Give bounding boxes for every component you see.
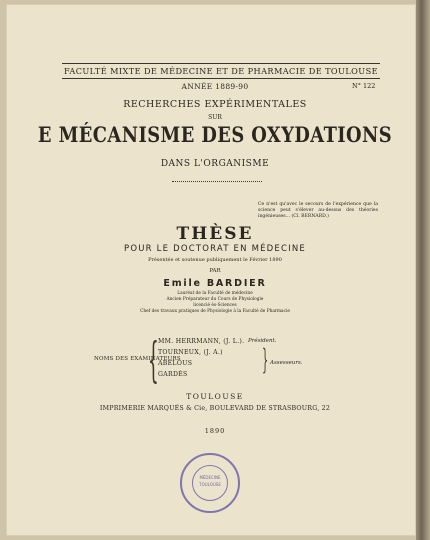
jury-brace: { bbox=[148, 332, 159, 388]
credential-line: Ancien Préparateur du Cours de Physiologie bbox=[166, 297, 264, 302]
jury-role: Assesseurs. bbox=[270, 360, 303, 366]
title-line-1: RECHERCHES EXPÉRIMENTALES bbox=[123, 99, 307, 110]
printer-line: IMPRIMERIE MARQUÉS & Cie, BOULEVARD DE STRASBOURG, 22 bbox=[99, 405, 331, 412]
credential-line: licencié ès-Sciences bbox=[193, 303, 237, 308]
publication-year: 1890 bbox=[204, 427, 226, 435]
these-heading: THÈSE bbox=[176, 224, 254, 244]
faculty-header: FACULTÉ MIXTE DE MÉDECINE ET DE PHARMACIE DE TOULOUSE bbox=[64, 66, 378, 76]
jury-member: ABELOUS bbox=[158, 360, 193, 367]
academic-year: ANNÉE 1889-90 bbox=[181, 82, 249, 91]
thesis-number: N° 122 bbox=[352, 82, 376, 90]
par-line: PAR bbox=[209, 268, 221, 274]
epigraph: Ce n'est qu'avec le secours de l'expérience que la science peut s'élever au-dessus des théories ingénieuses... (Cl. BERNARD.) bbox=[258, 202, 378, 219]
assessor-brace: } bbox=[262, 343, 269, 376]
header-rule-bottom bbox=[62, 78, 380, 79]
jury-member: TOURNEUX, (J. A.) bbox=[158, 349, 223, 356]
header-rule-top bbox=[62, 63, 380, 64]
ornament-divider bbox=[172, 181, 262, 184]
presentation-line: Présentée et soutenue publiquement le Février 1890 bbox=[148, 257, 282, 263]
jury-role: Président. bbox=[248, 338, 277, 344]
author-name: Emile BARDIER bbox=[163, 278, 267, 289]
credential-line: Lauréat de la Faculté de médecine bbox=[177, 291, 253, 296]
stamp-text: TOULOUSE bbox=[199, 482, 221, 487]
library-stamp bbox=[180, 453, 240, 513]
title-line-3: DANS L'ORGANISME bbox=[160, 159, 270, 169]
doctorat-line: POUR LE DOCTORAT EN MÉDECINE bbox=[124, 244, 306, 254]
stamp-text: MÉDECINE bbox=[199, 475, 221, 480]
title-connector: SUR bbox=[208, 114, 222, 121]
jury-label: NOMS DES EXAMINATEURS bbox=[94, 356, 181, 362]
jury-member: GARDÈS bbox=[158, 371, 188, 378]
jury-member: MM. HERRMANN, (J. L.). bbox=[158, 338, 245, 345]
city: TOULOUSE bbox=[186, 392, 244, 401]
main-title: E MÉCANISME DES OXYDATIONS bbox=[37, 122, 393, 147]
credential-line: Chef des travaux pratiques de Physiologie à la Faculté de Pharmacie bbox=[140, 309, 290, 314]
